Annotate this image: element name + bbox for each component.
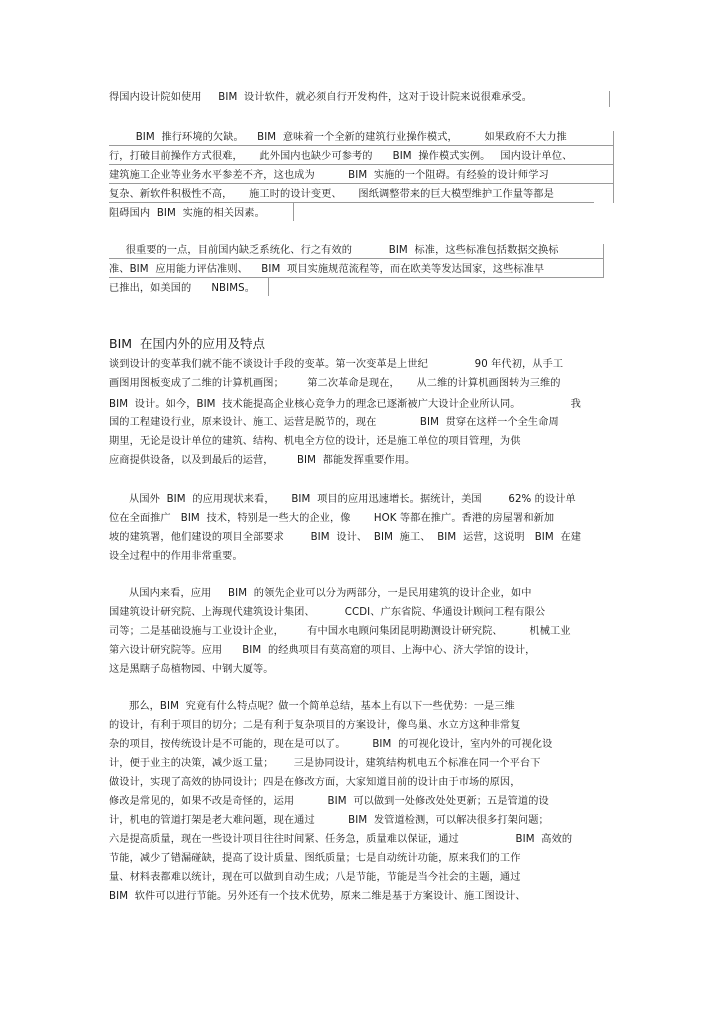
text-line: 计，机电的管道打架是老大难问题，现在通过 BIM 发管道检测，可以解决很多打架问题； (109, 815, 549, 826)
column-guide (603, 244, 604, 278)
text-line: 这是黑瞎子岛植物园、中钢大厦等。 (109, 664, 274, 675)
text-line: 杂的项目，按传统设计是不可能的，现在是可以了。 BIM 的可视化设计，室内外的可视化设 (109, 739, 553, 750)
text-line: 司等；二是基础设施与工业设计企业， 有中国水电顾问集团昆明勘测设计研究院、 机械工业 (109, 626, 571, 637)
text-line: BIM 推行环境的欠缺。 BIM 意味着一个全新的建筑行业操作模式， 如果政府不大力推 (109, 132, 567, 143)
row-divider (109, 145, 614, 146)
row-divider (109, 258, 604, 259)
text-line: 六是提高质量，现在一些设计项目往往时间紧、任务急，质量难以保证，通过 BIM 高效的 (109, 834, 573, 845)
text-line: 量、材料表都难以统计，现在可以做到自动生成；八是节能，节能是当今社会的主题，通过 (109, 872, 521, 883)
text-line: 从国内来看，应用 BIM 的领先企业可以分为两部分，一是民用建筑的设计企业，如中 (109, 588, 532, 599)
text-line: BIM 设计。如今，BIM 技术能提高企业核心竞争力的理念已逐渐被广大设计企业所认同。 我 (109, 399, 581, 410)
column-guide (293, 203, 294, 221)
text-line: 从国外 BIM 的应用现状来看， BIM 项目的应用迅速增长。据统计，美国 62% 的设计单 (109, 494, 576, 505)
section-heading: BIM 在国内外的应用及特点 (109, 336, 265, 351)
text-line: 设全过程中的作用非常重要。 (109, 551, 243, 562)
row-divider (109, 164, 614, 165)
text-line: 第六设计研究院等。应用 BIM 的经典项目有莫高窟的项目、上海中心、济大学馆的设计， (109, 645, 536, 656)
column-guide (613, 131, 614, 203)
text-line: 很重要的一点，目前国内缺乏系统化、行之有效的 BIM 标准，这些标准包括数据交换标 (109, 245, 559, 256)
text-line: 已推出，如美国的 NBIMS。 (109, 283, 255, 294)
text-line: 位在全面推广 BIM 技术，特别是一些大的企业，像 HOK 等都在推广。香港的房屋署和新加 (109, 513, 555, 524)
text-line: 期里，无论是设计单位的建筑、结构、机电全方位的设计，还是施工单位的项目管理，为供 (109, 436, 521, 447)
text-line: 得国内设计院如使用 BIM 设计软件，就必须自行开发构件，这对于设计院来说很难承受。 (109, 92, 533, 103)
row-divider (109, 202, 594, 203)
text-line: 修改是常见的，如果不改是奇怪的，运用 BIM 可以做到一处修改处处更新；五是管道的设 (109, 796, 549, 807)
text-line: BIM 软件可以进行节能。另外还有一个技术优势，原来二维是基于方案设计、施工图设计、 (109, 891, 526, 902)
text-line: 准、BIM 应用能力评估准则、 BIM 项目实施规范流程等，而在欧美等发达国家，这些标准早 (109, 264, 545, 275)
text-line: 节能，减少了错漏碰缺，提高了设计质量、图纸质量；七是自动统计功能，原来我们的工作 (109, 853, 521, 864)
text-line: 做设计，实现了高效的协同设计；四是在修改方面，大家知道目前的设计由于市场的原因， (109, 777, 521, 788)
text-line: 谈到设计的变革我们就不能不谈设计手段的变革。第一次变革是上世纪 90 年代初，从手工 (109, 359, 564, 370)
text-line: 国建筑设计研究院、上海现代建筑设计集团、 CCDI、广东省院、华通设计顾问工程有限公 (109, 607, 546, 618)
column-guide (609, 91, 610, 107)
text-line: 那么，BIM 究竟有什么特点呢？做一个简单总结，基本上有以下一些优势：一是三维 (109, 701, 515, 712)
text-line: 计，便于业主的决策，减少返工量； 三是协同设计，建筑结构机电五个标准在同一个平台下 (109, 758, 541, 769)
row-divider (109, 183, 614, 184)
text-line: 坡的建筑署，他们建设的项目全部要求 BIM 设计、 BIM 施工、 BIM 运营，这说明 BIM 在建 (109, 532, 582, 543)
text-line: 画图用图板变成了二维的计算机画图； 第二次革命是现在， 从二维的计算机画图转为三维的 (109, 378, 561, 389)
text-line: 的设计，有利于项目的切分；二是有利于复杂项目的方案设计，像鸟巢、水立方这种非常复 (109, 720, 521, 731)
text-line: 阻碍国内 BIM 实施的相关因素。 (109, 208, 265, 219)
column-guide (268, 278, 269, 296)
text-line: 建筑施工企业等业务水平参差不齐，这也成为 BIM 实施的一个阻碍。有经验的设计师学习 (109, 170, 549, 181)
text-line: 国的工程建设行业，原来设计、施工、运营是脱节的，现在 BIM 贯穿在这样一个全生命周 (109, 417, 559, 428)
text-line: 应商提供设备，以及到最后的运营， BIM 都能发挥重要作用。 (109, 455, 416, 466)
row-divider (109, 277, 604, 278)
text-line: 复杂、新软件积极性不高， 施工时的设计变更、 图纸调整带来的巨大模型维护工作量等都是 (109, 189, 554, 200)
text-line: 行，打破目前操作方式很难， 此外国内也缺少可参考的 BIM 操作模式实例。 国内设计单位、 (109, 151, 573, 162)
